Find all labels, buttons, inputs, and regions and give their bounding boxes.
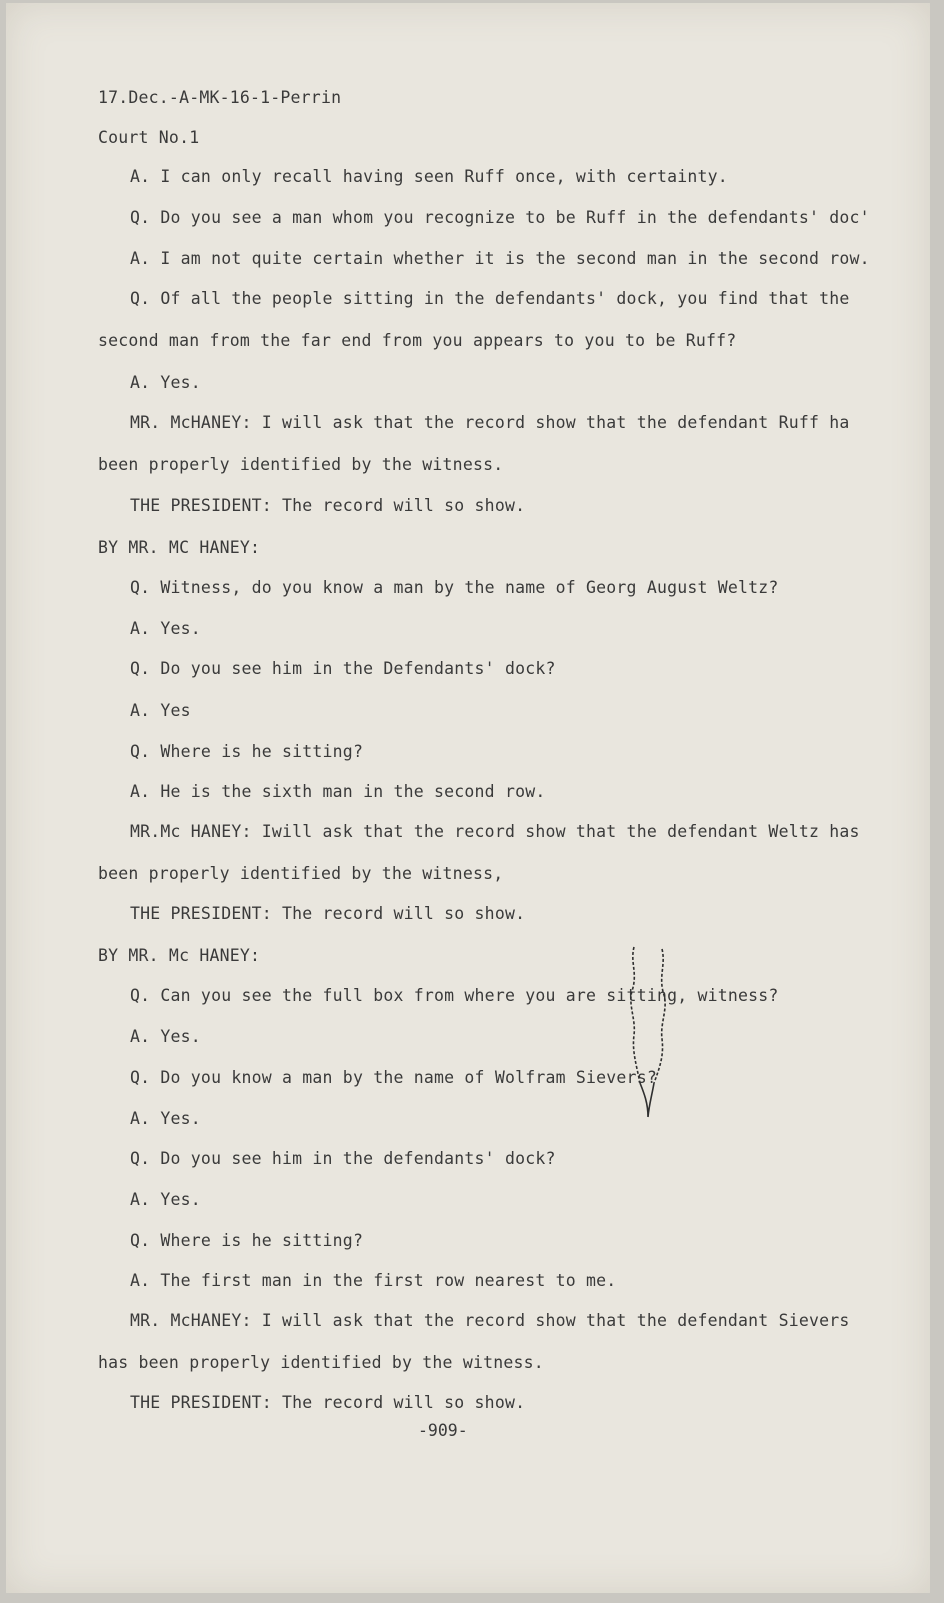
transcript-line: MR.Mc HANEY: Iwill ask that the record show that the defendant Weltz has <box>130 822 860 841</box>
examiner-heading: BY MR. Mc HANEY: <box>98 946 261 965</box>
transcript-line: A. I am not quite certain whether it is the second man in the second row. <box>130 249 870 268</box>
transcript-line: Q. Of all the people sitting in the defendants' dock, you find that the <box>130 289 850 308</box>
transcript-line: Q. Witness, do you know a man by the name of Georg August Weltz? <box>130 578 779 597</box>
transcript-line: THE PRESIDENT: The record will so show. <box>130 904 526 923</box>
transcript-line: THE PRESIDENT: The record will so show. <box>130 496 526 515</box>
transcript-line: Q. Do you see him in the Defendants' dock? <box>130 659 556 678</box>
transcript-line: Q. Where is he sitting? <box>130 1231 364 1250</box>
page-number: -909- <box>418 1421 468 1440</box>
transcript-line: A. He is the sixth man in the second row. <box>130 782 546 801</box>
transcript-line: Q. Do you see him in the defendants' dock? <box>130 1149 556 1168</box>
transcript-line: Q. Do you know a man by the name of Wolfram Sievers? <box>130 1068 657 1087</box>
transcript-line: MR. McHANEY: I will ask that the record show that the defendant Sievers <box>130 1311 850 1330</box>
transcript-line: A. I can only recall having seen Ruff once, with certainty. <box>130 167 728 186</box>
examiner-heading: BY MR. MC HANEY: <box>98 538 261 557</box>
court-number: Court No.1 <box>98 128 200 147</box>
transcript-line: A. Yes. <box>130 373 201 392</box>
transcript-line: been properly identified by the witness, <box>98 864 504 883</box>
transcript-line: A. Yes. <box>130 619 201 638</box>
transcript-line: MR. McHANEY: I will ask that the record show that the defendant Ruff ha <box>130 413 850 432</box>
transcript-line: been properly identified by the witness. <box>98 455 504 474</box>
transcript-line: THE PRESIDENT: The record will so show. <box>130 1393 526 1412</box>
transcript-line: Q. Do you see a man whom you recognize to be Ruff in the defendants' doc' <box>130 208 870 227</box>
transcript-line: A. Yes <box>130 701 191 720</box>
transcript-line: A. Yes. <box>130 1109 201 1128</box>
transcript-line: has been properly identified by the witness. <box>98 1353 544 1372</box>
transcript-line: Q. Can you see the full box from where you are sitting, witness? <box>130 986 779 1005</box>
transcript-line: A. Yes. <box>130 1027 201 1046</box>
transcript-line: A. Yes. <box>130 1190 201 1209</box>
transcript-line: A. The first man in the first row nearest to me. <box>130 1271 617 1290</box>
document-reference: 17.Dec.-A-MK-16-1-Perrin <box>98 88 342 107</box>
handwritten-mark <box>618 943 678 1123</box>
transcript-line: Q. Where is he sitting? <box>130 742 364 761</box>
transcript-line: second man from the far end from you appears to you to be Ruff? <box>98 331 737 350</box>
transcript-page <box>6 3 930 1593</box>
